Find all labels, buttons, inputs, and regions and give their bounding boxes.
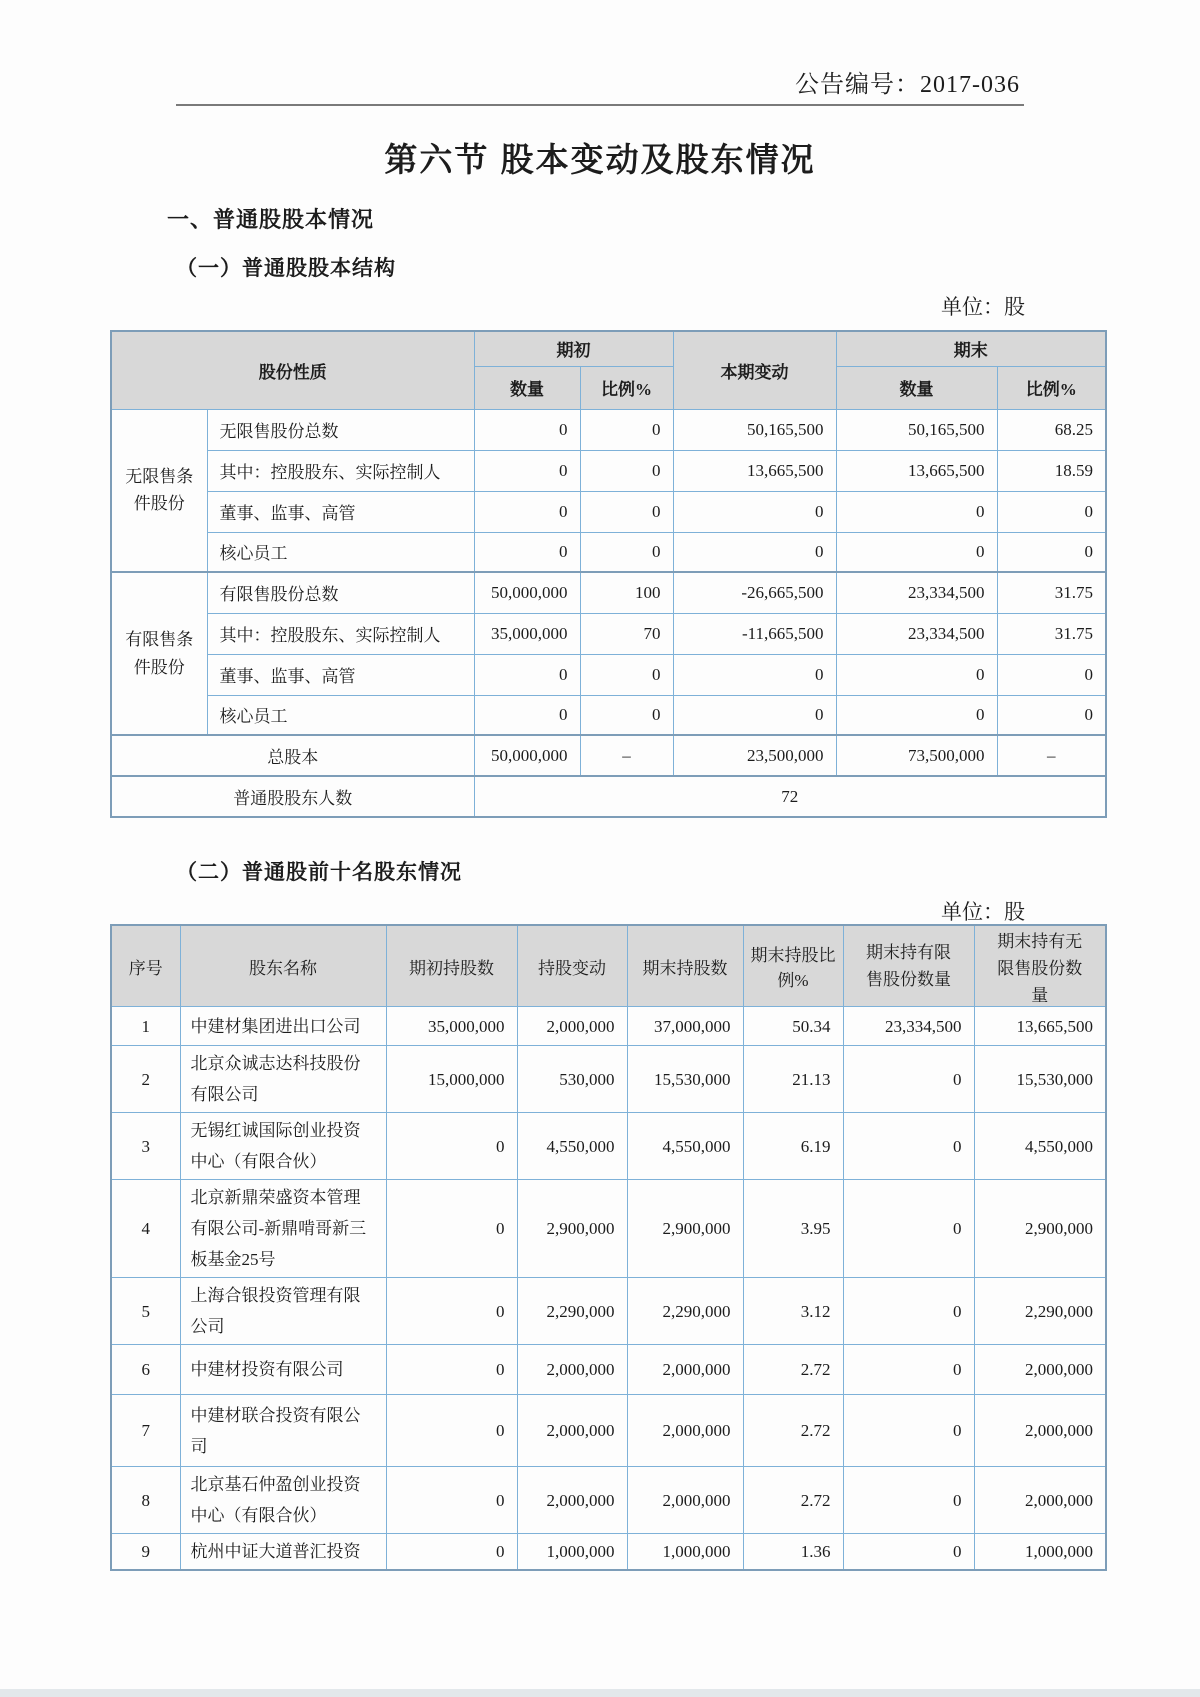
- value-cell: 50,000,000: [474, 735, 580, 776]
- value-cell: 0: [580, 654, 673, 695]
- value-cell: 0: [997, 491, 1106, 532]
- value-cell: 0: [843, 1395, 974, 1467]
- value-cell: 31.75: [997, 572, 1106, 613]
- value-cell: 0: [386, 1113, 517, 1180]
- serial-cell: 9: [111, 1534, 180, 1571]
- value-cell: 0: [843, 1278, 974, 1345]
- row-label-cell: 核心员工: [207, 695, 474, 735]
- group-label-restricted: 有限售条件股份: [111, 572, 207, 735]
- top-shareholders-table: [110, 924, 1107, 1571]
- value-cell: 0: [386, 1467, 517, 1534]
- table-row: [111, 409, 1106, 450]
- value-cell: 50,165,500: [673, 409, 836, 450]
- row-label-cell: 其中：控股股东、实际控制人: [207, 613, 474, 654]
- value-cell: 21.13: [743, 1046, 843, 1113]
- value-cell: 2,900,000: [517, 1180, 627, 1278]
- value-cell: 0: [580, 450, 673, 491]
- holders-label-cell: 普通股股东人数: [111, 776, 474, 817]
- value-cell: 0: [474, 654, 580, 695]
- shareholder-name-cell: 杭州中证大道普汇投资: [180, 1534, 386, 1571]
- value-cell: 0: [997, 532, 1106, 572]
- value-cell: 2,000,000: [517, 1345, 627, 1395]
- header-serial: 序号: [111, 925, 180, 1007]
- header-initial-pct: 比例%: [580, 366, 673, 409]
- serial-cell: 1: [111, 1007, 180, 1046]
- value-cell: 23,334,500: [836, 572, 997, 613]
- value-cell: 2,290,000: [627, 1278, 743, 1345]
- shareholder-row: [111, 1113, 1106, 1180]
- group-label-unrestricted: 无限售条件股份: [111, 409, 207, 572]
- value-cell: 3.12: [743, 1278, 843, 1345]
- value-cell: 2,900,000: [974, 1180, 1106, 1278]
- row-label-cell: 无限售股份总数: [207, 409, 474, 450]
- value-cell: 2,000,000: [627, 1467, 743, 1534]
- value-cell: 13,665,500: [673, 450, 836, 491]
- value-cell: 2,000,000: [974, 1345, 1106, 1395]
- value-cell: 0: [843, 1180, 974, 1278]
- value-cell: 15,000,000: [386, 1046, 517, 1113]
- value-cell: 0: [836, 491, 997, 532]
- header-period-final: 期末: [836, 331, 1106, 366]
- unit-label-2: 单位：股: [941, 900, 1025, 924]
- value-cell: 0: [836, 532, 997, 572]
- unit-label-1: 单位：股: [941, 295, 1025, 319]
- row-label-cell: 董事、监事、高管: [207, 654, 474, 695]
- table-row: [111, 450, 1106, 491]
- value-cell: 1,000,000: [517, 1534, 627, 1571]
- value-cell: 0: [843, 1046, 974, 1113]
- doc-number: 公告编号：2017-036: [795, 72, 1020, 98]
- holders-value-cell: 72: [474, 776, 1106, 817]
- value-cell: 0: [843, 1345, 974, 1395]
- share-structure-table: [110, 330, 1107, 818]
- value-cell: 2,000,000: [517, 1467, 627, 1534]
- serial-cell: 4: [111, 1180, 180, 1278]
- shareholder-name-cell: 中建材联合投资有限公司: [180, 1395, 386, 1467]
- value-cell: 6.19: [743, 1113, 843, 1180]
- value-cell: 530,000: [517, 1046, 627, 1113]
- header-final-unrestricted: 期末持有无限售股份数量: [974, 925, 1106, 1007]
- shareholder-row: [111, 1278, 1106, 1345]
- row-label-cell: 董事、监事、高管: [207, 491, 474, 532]
- value-cell: 0: [386, 1345, 517, 1395]
- value-cell: 37,000,000: [627, 1007, 743, 1046]
- total-row: [111, 735, 1106, 776]
- table-row: [111, 654, 1106, 695]
- value-cell: 23,500,000: [673, 735, 836, 776]
- header-final-pct: 期末持股比例%: [743, 925, 843, 1007]
- shareholder-name-cell: 中建材集团进出口公司: [180, 1007, 386, 1046]
- shareholder-row: [111, 1007, 1106, 1046]
- serial-cell: 8: [111, 1467, 180, 1534]
- header-shareholder-name: 股东名称: [180, 925, 386, 1007]
- header-initial-qty: 数量: [474, 366, 580, 409]
- value-cell: 0: [474, 409, 580, 450]
- table-row: [111, 695, 1106, 735]
- shareholder-row: [111, 1345, 1106, 1395]
- row-label-cell: 其中：控股股东、实际控制人: [207, 450, 474, 491]
- header-final-holding: 期末持股数: [627, 925, 743, 1007]
- header-holding-change: 持股变动: [517, 925, 627, 1007]
- shareholder-name-cell: 北京基石仲盈创业投资中心（有限合伙）: [180, 1467, 386, 1534]
- value-cell: 0: [580, 491, 673, 532]
- value-cell: 2,000,000: [517, 1395, 627, 1467]
- shareholder-name-cell: 上海合银投资管理有限公司: [180, 1278, 386, 1345]
- value-cell: 23,334,500: [843, 1007, 974, 1046]
- serial-cell: 3: [111, 1113, 180, 1180]
- header-final-qty: 数量: [836, 366, 997, 409]
- value-cell: 4,550,000: [517, 1113, 627, 1180]
- value-cell: 2,290,000: [974, 1278, 1106, 1345]
- row-label-cell: 有限售股份总数: [207, 572, 474, 613]
- value-cell: 4,550,000: [974, 1113, 1106, 1180]
- value-cell: 15,530,000: [974, 1046, 1106, 1113]
- value-cell: 13,665,500: [836, 450, 997, 491]
- shareholder-row: [111, 1180, 1106, 1278]
- shareholder-name-cell: 北京新鼎荣盛资本管理有限公司-新鼎啃哥新三板基金25号: [180, 1180, 386, 1278]
- value-cell: 2,000,000: [517, 1007, 627, 1046]
- table-row: [111, 491, 1106, 532]
- header-period-change: 本期变动: [673, 331, 836, 409]
- value-cell: -11,665,500: [673, 613, 836, 654]
- shareholder-row: [111, 1046, 1106, 1113]
- value-cell: 0: [580, 532, 673, 572]
- serial-cell: 5: [111, 1278, 180, 1345]
- value-cell: 0: [673, 491, 836, 532]
- value-cell: –: [997, 735, 1106, 776]
- value-cell: 0: [843, 1467, 974, 1534]
- subsection-heading-top-shareholders: （二）普通股前十名股东情况: [176, 860, 462, 884]
- value-cell: 2,000,000: [974, 1395, 1106, 1467]
- value-cell: 0: [673, 654, 836, 695]
- table-row: [111, 532, 1106, 572]
- value-cell: 2,000,000: [974, 1467, 1106, 1534]
- subsection-heading-share-structure: （一）普通股股本结构: [176, 256, 396, 280]
- shareholder-row: [111, 1534, 1106, 1571]
- value-cell: 0: [386, 1534, 517, 1571]
- header-final-restricted: 期末持有限售股份数量: [843, 925, 974, 1007]
- value-cell: 50.34: [743, 1007, 843, 1046]
- value-cell: 50,165,500: [836, 409, 997, 450]
- header-initial-holding: 期初持股数: [386, 925, 517, 1007]
- value-cell: 0: [386, 1278, 517, 1345]
- value-cell: 0: [474, 695, 580, 735]
- value-cell: 70: [580, 613, 673, 654]
- value-cell: 2,000,000: [627, 1345, 743, 1395]
- value-cell: 1,000,000: [974, 1534, 1106, 1571]
- value-cell: 2.72: [743, 1467, 843, 1534]
- value-cell: 0: [474, 491, 580, 532]
- value-cell: 0: [673, 532, 836, 572]
- shareholder-name-cell: 无锡红诚国际创业投资中心（有限合伙）: [180, 1113, 386, 1180]
- value-cell: 0: [386, 1395, 517, 1467]
- shareholder-row: [111, 1467, 1106, 1534]
- shareholder-name-cell: 北京众诚志达科技股份有限公司: [180, 1046, 386, 1113]
- value-cell: 73,500,000: [836, 735, 997, 776]
- value-cell: 31.75: [997, 613, 1106, 654]
- value-cell: 68.25: [997, 409, 1106, 450]
- section-heading-common-shares: 一、普通股股本情况: [167, 207, 375, 232]
- value-cell: 0: [474, 532, 580, 572]
- serial-cell: 7: [111, 1395, 180, 1467]
- value-cell: 18.59: [997, 450, 1106, 491]
- value-cell: 4,550,000: [627, 1113, 743, 1180]
- value-cell: 0: [836, 654, 997, 695]
- value-cell: 0: [673, 695, 836, 735]
- value-cell: 1,000,000: [627, 1534, 743, 1571]
- value-cell: 0: [580, 409, 673, 450]
- value-cell: 13,665,500: [974, 1007, 1106, 1046]
- value-cell: 2.72: [743, 1395, 843, 1467]
- header-final-pct: 比例%: [997, 366, 1106, 409]
- value-cell: 50,000,000: [474, 572, 580, 613]
- value-cell: 23,334,500: [836, 613, 997, 654]
- serial-cell: 6: [111, 1345, 180, 1395]
- value-cell: –: [580, 735, 673, 776]
- table-row: [111, 572, 1106, 613]
- value-cell: 2,000,000: [627, 1395, 743, 1467]
- value-cell: 0: [580, 695, 673, 735]
- total-label-cell: 总股本: [111, 735, 474, 776]
- value-cell: 35,000,000: [474, 613, 580, 654]
- value-cell: 0: [474, 450, 580, 491]
- value-cell: 15,530,000: [627, 1046, 743, 1113]
- value-cell: 0: [836, 695, 997, 735]
- value-cell: 35,000,000: [386, 1007, 517, 1046]
- header-rule: [176, 104, 1024, 106]
- value-cell: 2,900,000: [627, 1180, 743, 1278]
- value-cell: -26,665,500: [673, 572, 836, 613]
- value-cell: 0: [997, 695, 1106, 735]
- serial-cell: 2: [111, 1046, 180, 1113]
- table-row: [111, 613, 1106, 654]
- value-cell: 0: [386, 1180, 517, 1278]
- shareholder-name-cell: 中建材投资有限公司: [180, 1345, 386, 1395]
- value-cell: 1.36: [743, 1534, 843, 1571]
- header-share-class: 股份性质: [111, 331, 474, 409]
- value-cell: 0: [843, 1534, 974, 1571]
- shareholder-row: [111, 1395, 1106, 1467]
- value-cell: 2.72: [743, 1345, 843, 1395]
- page-bottom-edge: [0, 1689, 1200, 1697]
- value-cell: 100: [580, 572, 673, 613]
- page-title: 第六节 股本变动及股东情况: [384, 141, 816, 178]
- value-cell: 0: [997, 654, 1106, 695]
- value-cell: 3.95: [743, 1180, 843, 1278]
- value-cell: 2,290,000: [517, 1278, 627, 1345]
- holders-count-row: [111, 776, 1106, 817]
- header-period-initial: 期初: [474, 331, 673, 366]
- value-cell: 0: [843, 1113, 974, 1180]
- row-label-cell: 核心员工: [207, 532, 474, 572]
